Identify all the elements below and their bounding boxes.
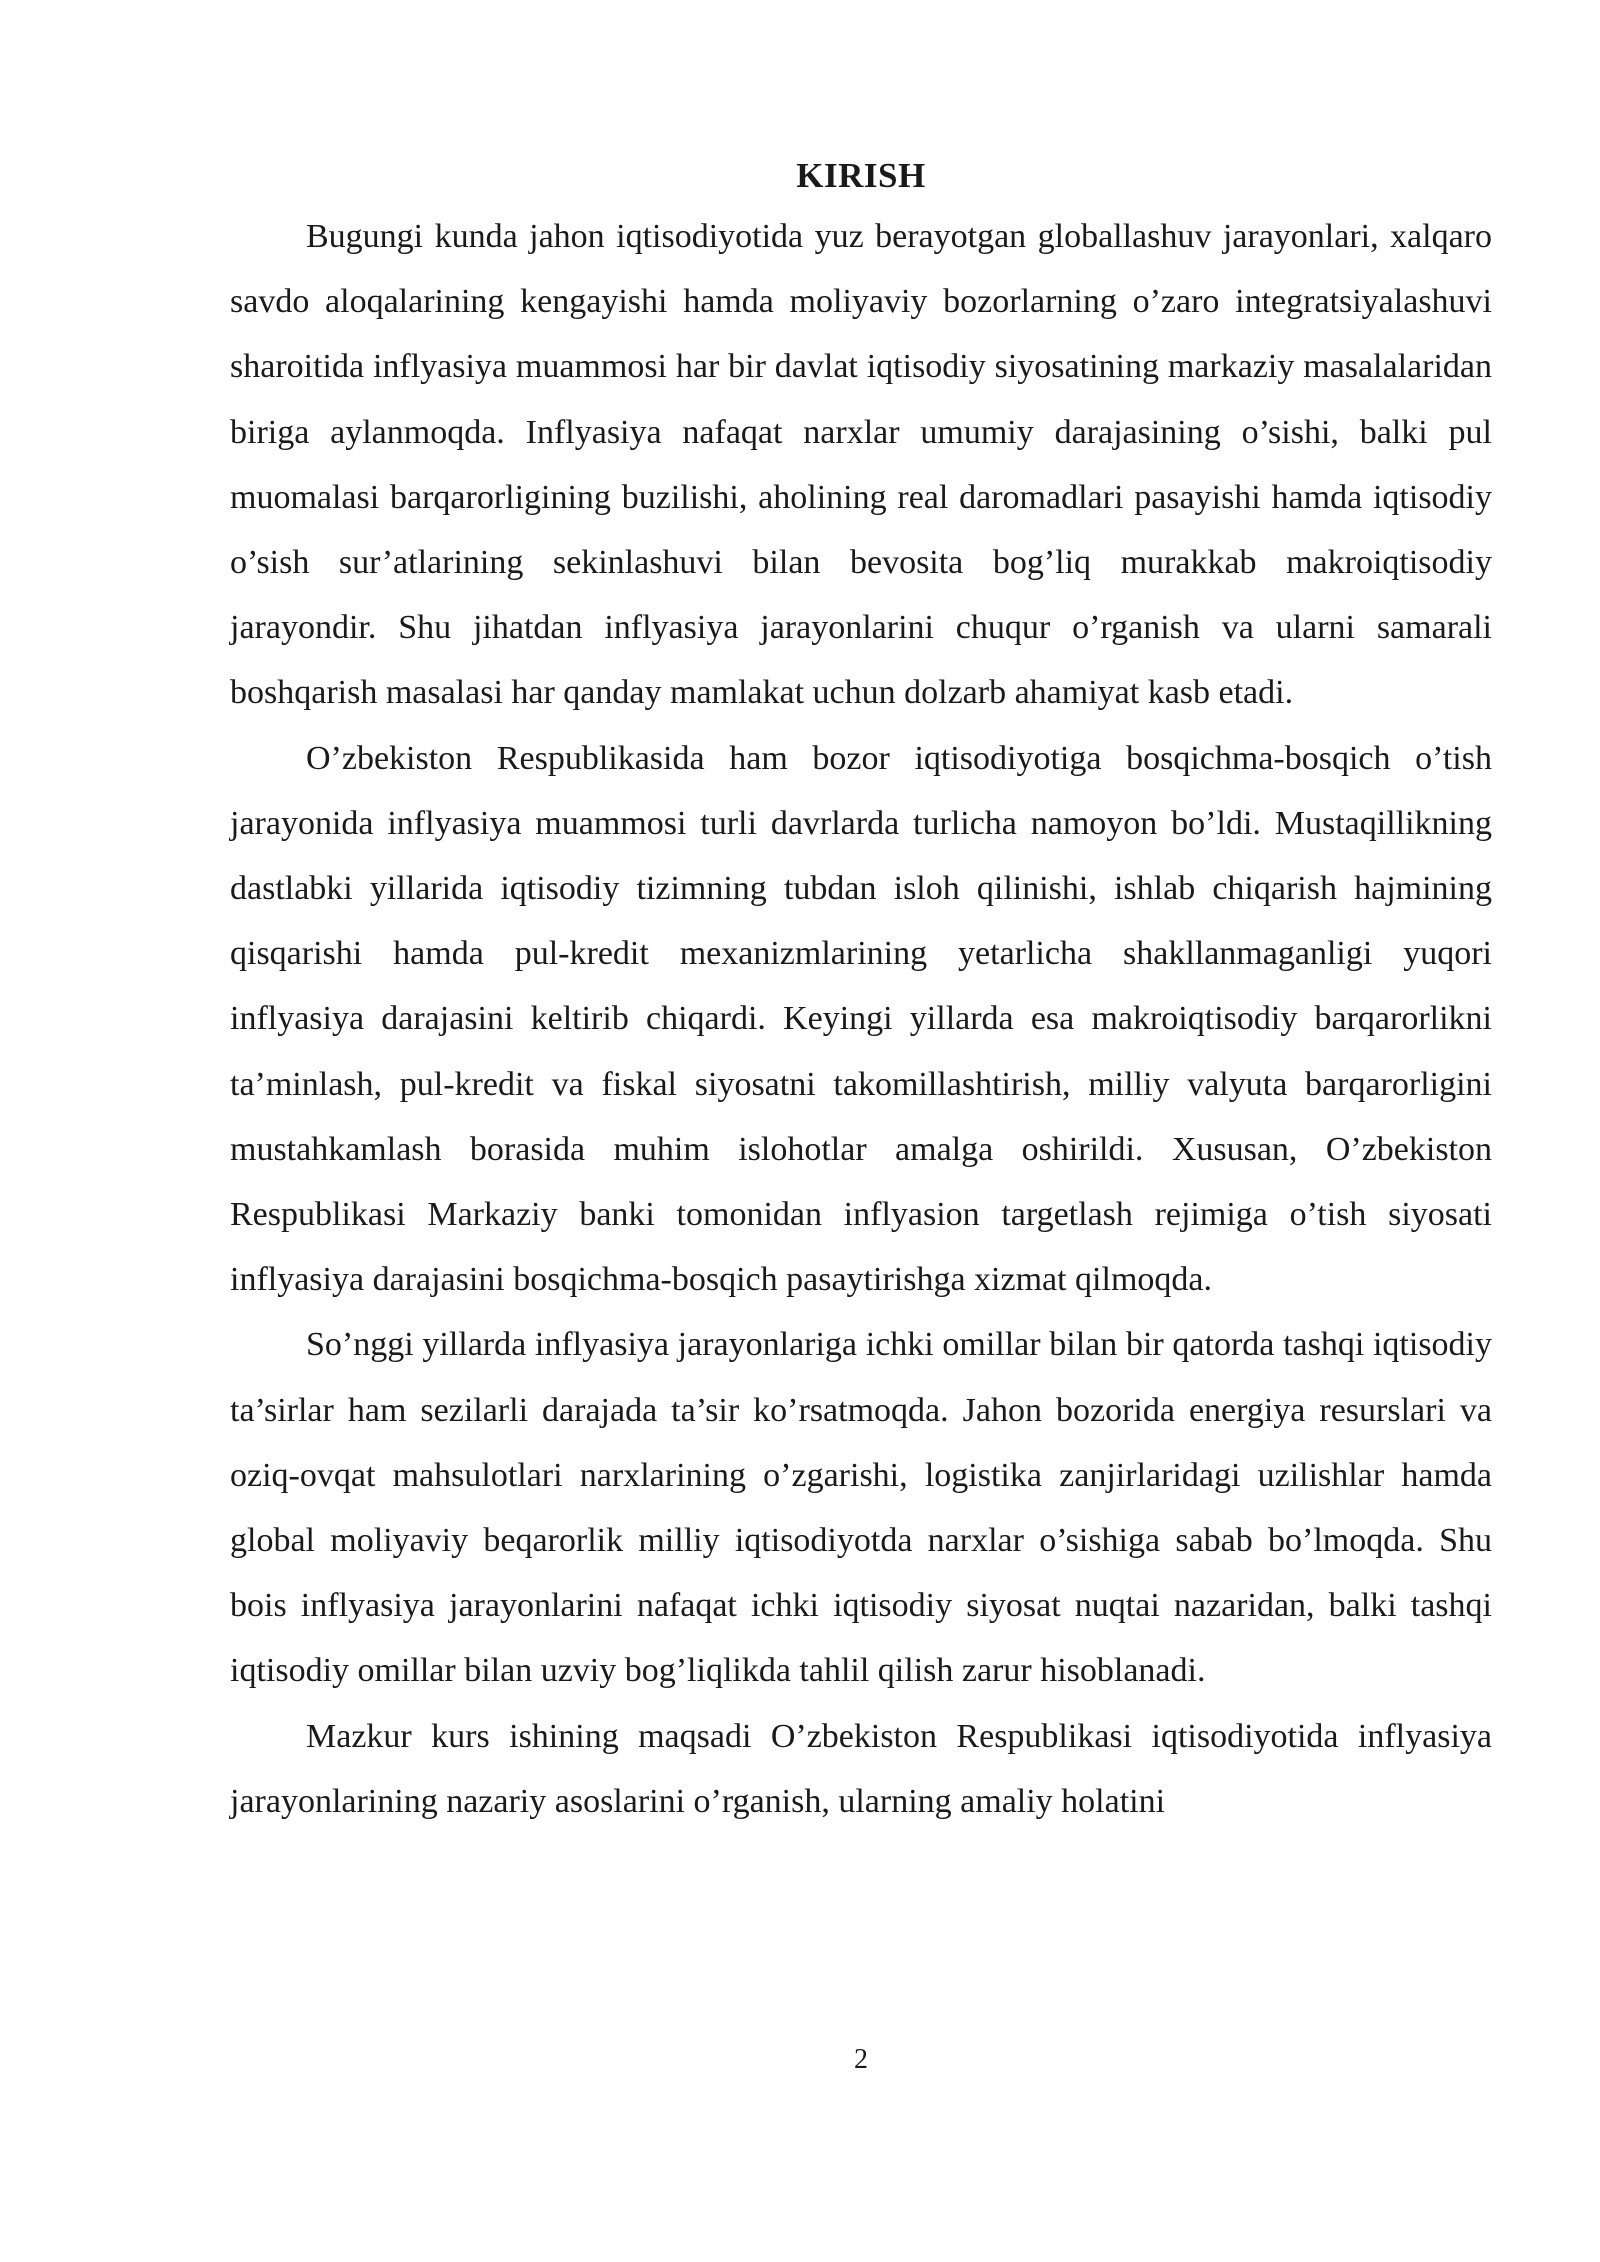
section-heading: KIRISH: [796, 156, 926, 195]
page-body: [230, 148, 1492, 1834]
paragraph-2: O’zbekiston Respublikasida ham bozor iqtisodiyotiga bosqichma-bosqich o’tish jarayonida inflyasiya muammosi turli davrlarda turlicha namoyon bo’ldi. Mustaqillikning dastlabki yillarida iqtisodiy tizimning tubdan isloh qilinishi, ishlab chiqarish hajmining qisqarishi hamda pul-kredit mexanizmlarining yetarlicha shakllanmaganligi yuqori inflyasiya darajasini keltirib chiqardi. Keyingi yillarda esa makroiqtisodiy barqarorlikni ta’minlash, pul-kredit va fiskal siyosatni takomillashtirish, milliy valyuta barqarorligini mustahkamlash borasida muhim islohotlar amalga oshirildi. Xususan, O’zbekiston Respublikasi Markaziy banki tomonidan inflyasion targetlash rejimiga o’tish siyosati inflyasiya darajasini bosqichma-bosqich pasaytirishga xizmat qilmoqda.: [230, 739, 1492, 1299]
paragraph-3: So’nggi yillarda inflyasiya jarayonlariga ichki omillar bilan bir qatorda tashqi iqtisodiy ta’sirlar ham sezilarli darajada ta’sir ko’rsatmoqda. Jahon bozorida energiya resurslari va oziq-ovqat mahsulotlari narxlarining o’zgarishi, logistika zanjirlaridagi uzilishlar hamda global moliyaviy beqarorlik milliy iqtisodiyotda narxlar o’sishiga sabab bo’lmoqda. Shu bois inflyasiya jarayonlarini nafaqat ichki iqtisodiy siyosat nuqtai nazaridan, balki tashqi iqtisodiy omillar bilan uzviy bog’liqlikda tahlil qilish zarur hisoblanadi.: [230, 1326, 1492, 1690]
paragraph-1: Bugungi kunda jahon iqtisodiyotida yuz berayotgan globallashuv jarayonlari, xalqaro savdo aloqalarining kengayishi hamda moliyaviy bozorlarning o’zaro integratsiyalashuvi sharoitida inflyasiya muammosi har bir davlat iqtisodiy siyosatining markaziy masalalaridan biriga aylanmoqda. Inflyasiya nafaqat narxlar umumiy darajasining o’sishi, balki pul muomalasi barqarorligining buzilishi, aholining real daromadlari pasayishi hamda iqtisodiy o’sish sur’atlarining sekinlashuvi bilan bevosita bog’liq murakkab makroiqtisodiy jarayondir. Shu jihatdan inflyasiya jarayonlarini chuqur o’rganish va ularni samarali boshqarish masalasi har qanday mamlakat uchun dolzarb ahamiyat kasb etadi.: [230, 218, 1492, 712]
paragraph-4: Mazkur kurs ishining maqsadi O’zbekiston Respublikasi iqtisodiyotida inflyasiya jarayonlarining nazariy asoslarini o’rganish, ularning amaliy holatini: [230, 1717, 1492, 1820]
page-number: 2: [854, 2044, 868, 2075]
